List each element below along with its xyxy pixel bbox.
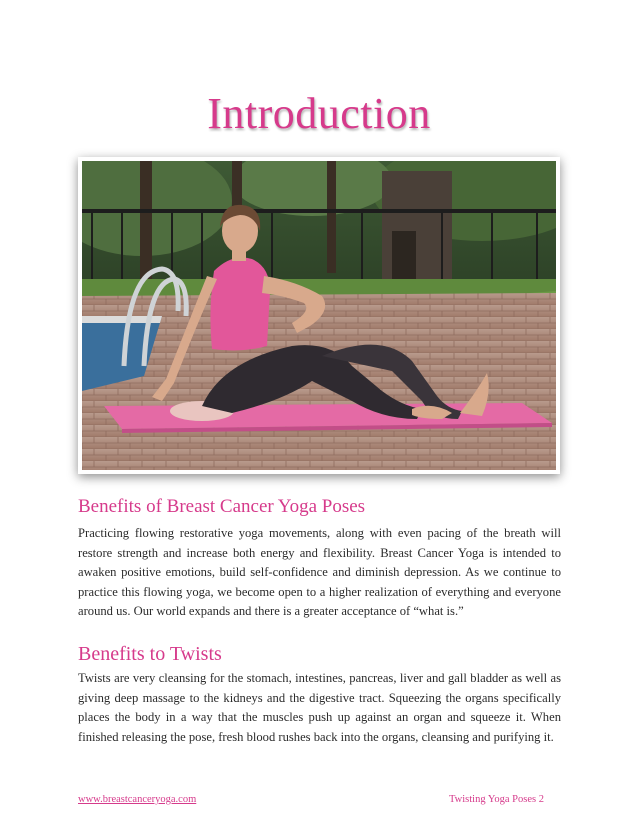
section-heading-benefits-twists: Benefits to Twists [78, 643, 222, 665]
page-title: Introduction [207, 89, 431, 138]
section-body-benefits-twists: Twists are very cleansing for the stomach, intestines, pancreas, liver and gall bladder as well as giving deep massage to the kidneys and the digestive tract. Squeezing the organs specifically places the body in a way that the muscles push up against an organ and squeeze it. When finished releasing the pose, fresh blood rushes back into the organs, cleansing and purifying it. [78, 671, 561, 744]
footer-website-link[interactable]: www.breastcanceryoga.com [78, 794, 197, 805]
yoga-photo [78, 157, 560, 474]
section-heading-benefits-yoga: Benefits of Breast Cancer Yoga Poses [78, 496, 366, 517]
yoga-photo-illustration [82, 161, 556, 470]
section-body-benefits-yoga: Practicing flowing restorative yoga movements, along with even pacing of the breath will restore strength and increase both energy and flexibility. Breast Cancer Yoga is intended to awaken positive emotions, build self-confidence and diminish depression. As we continue to practice this flowing yoga, we become open to a higher realization of everything and everyone around us. Our world expands and there is a greater acceptance of “what is.” [78, 526, 561, 619]
footer-page-label: Twisting Yoga Poses 2 [449, 794, 544, 805]
